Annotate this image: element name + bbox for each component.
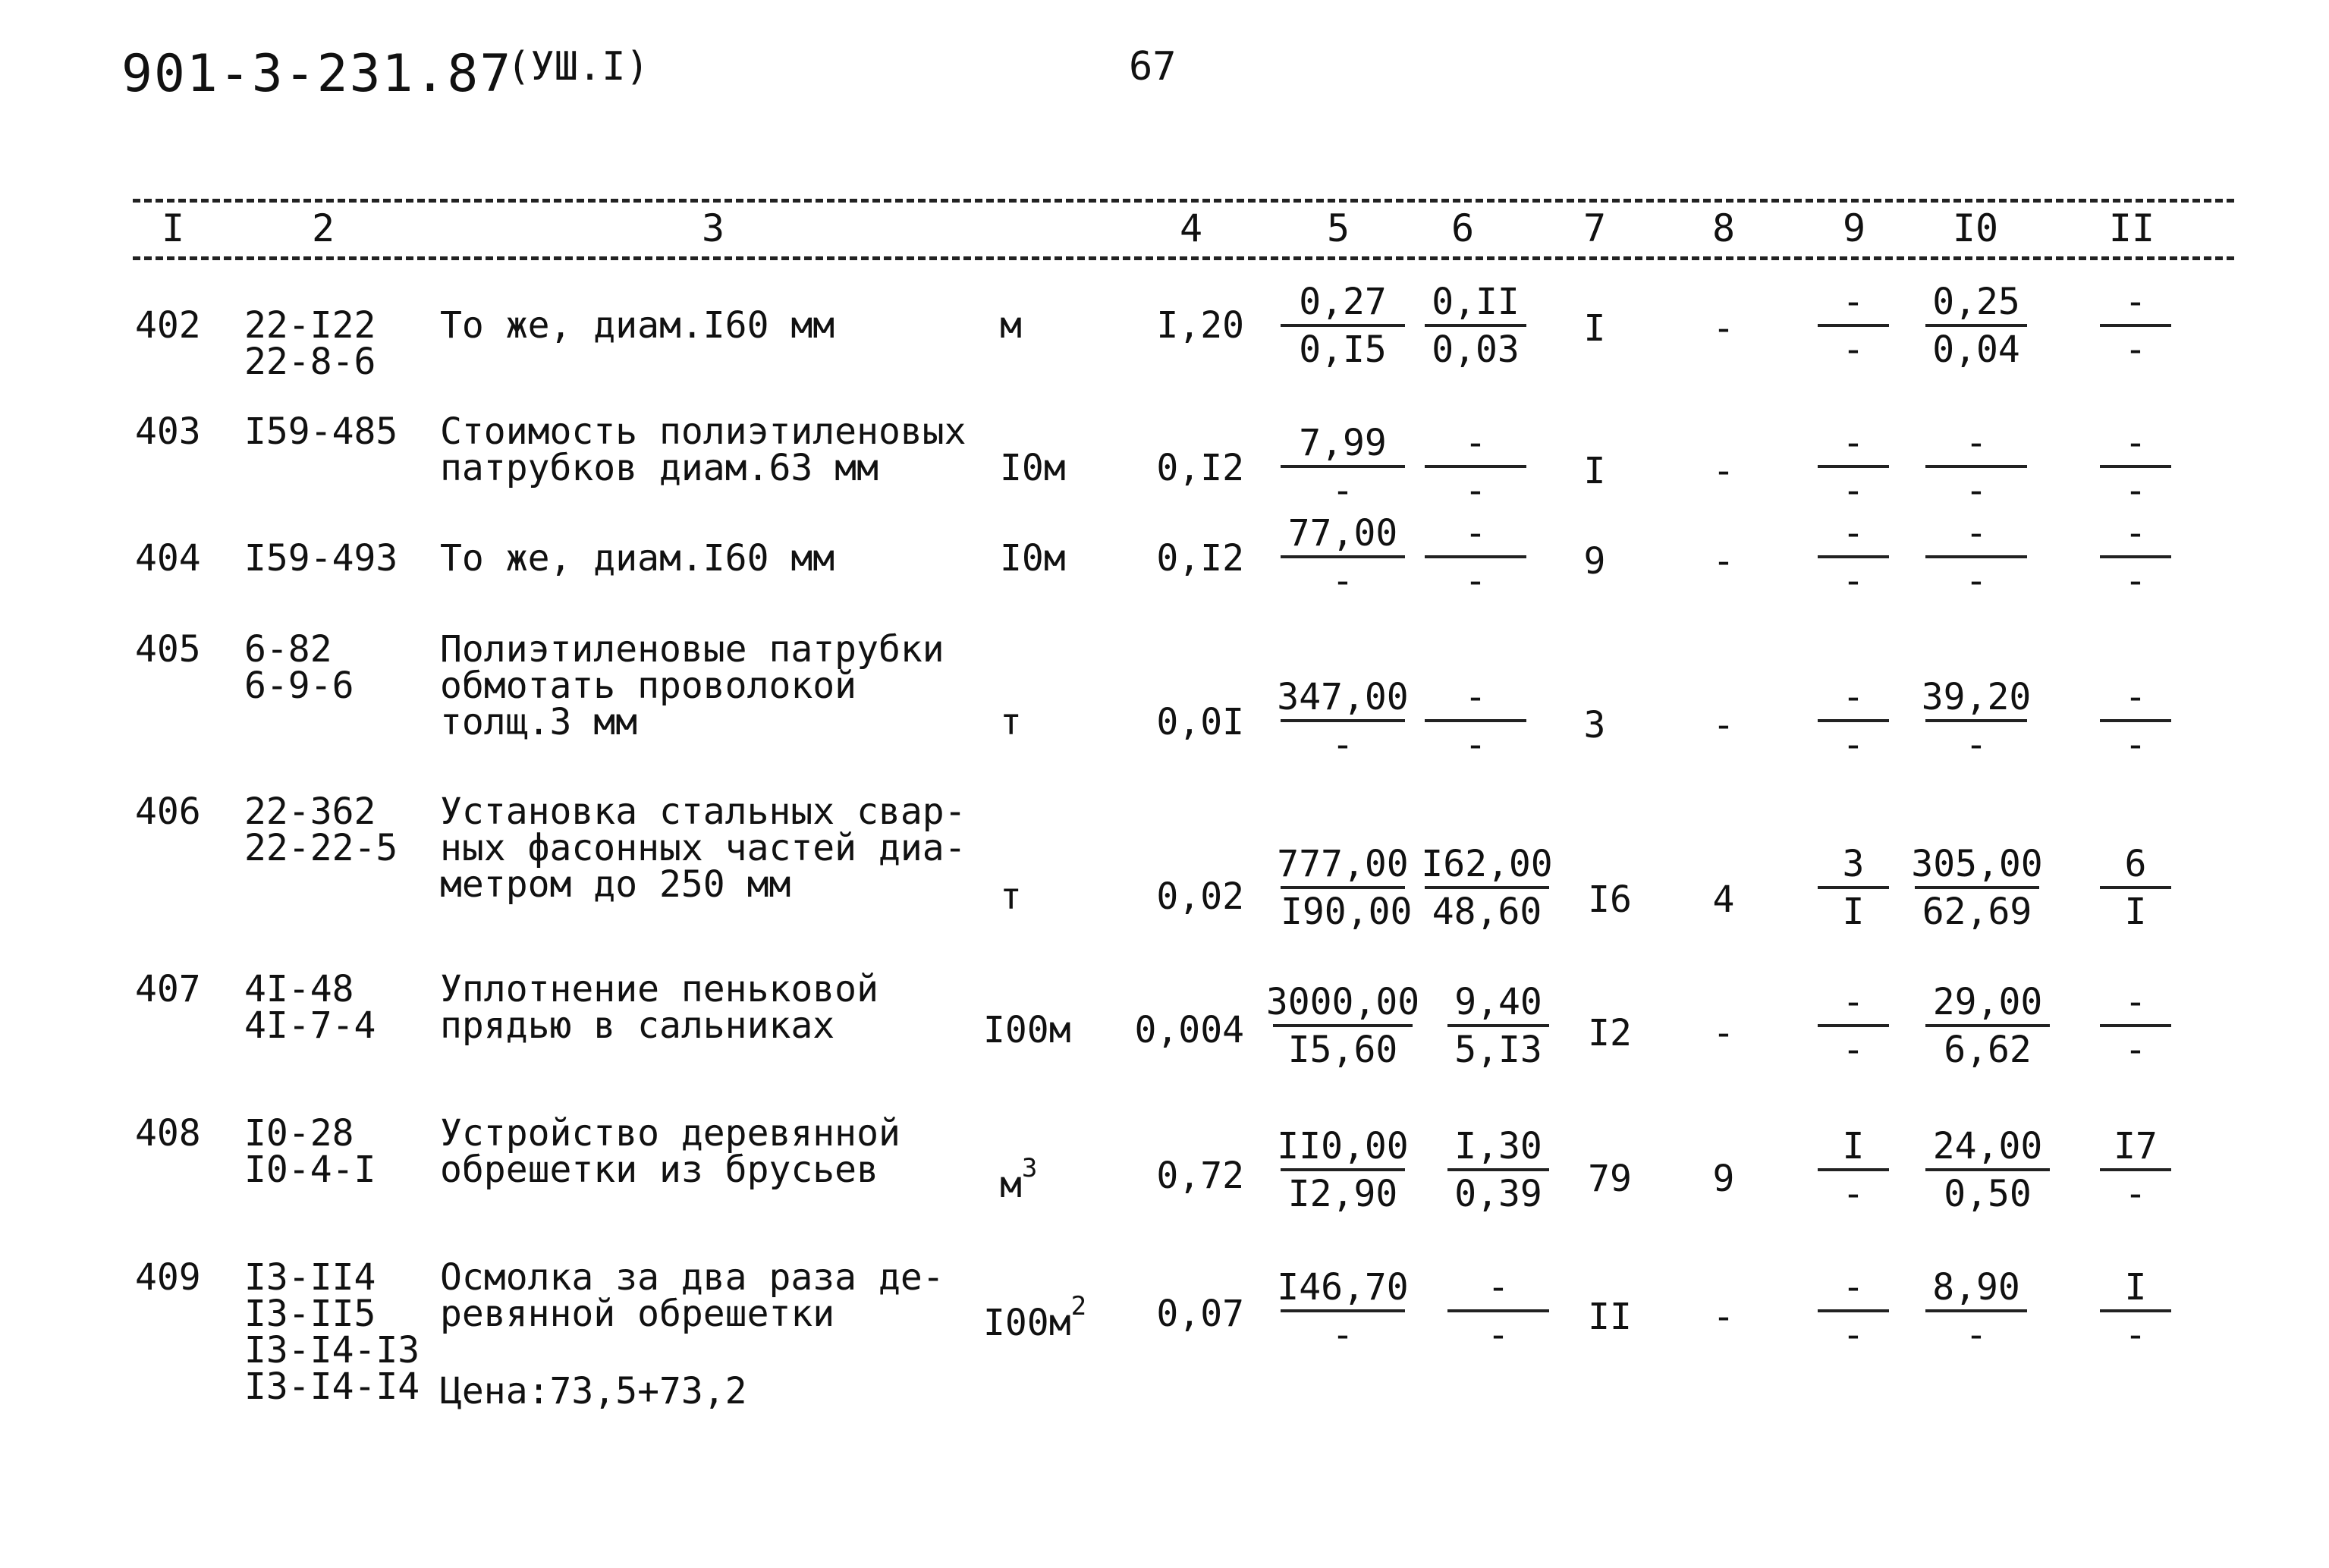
cost-fraction-col5: $\frac{3000,00}{I5,60}$ [1265, 981, 1420, 1071]
column-number-9: 9 [1842, 206, 1866, 250]
column-number-7: 7 [1583, 206, 1607, 250]
header-dashed-line-top [133, 199, 2234, 203]
work-name: метром до 250 мм [440, 863, 791, 906]
col7-value: 79 [1588, 1158, 1632, 1200]
col7-value: 9 [1583, 540, 1606, 583]
column-number-6: 6 [1451, 206, 1475, 250]
cost-fraction-col5: 77,00 - [1267, 513, 1419, 601]
rate-code: 22-22-5 [244, 827, 398, 869]
quantity: 0,07 [1156, 1293, 1244, 1335]
fraction-col10: $\frac{305,00}{62,69}$ [1911, 843, 2043, 933]
column-number-3: 3 [701, 206, 725, 250]
row-number: 408 [135, 1112, 201, 1155]
work-name: Осмолка за два раза де- [440, 1256, 944, 1299]
fraction-col9: I - [1804, 1126, 1903, 1214]
work-name: Уплотнение пеньковой [440, 968, 878, 1010]
column-number-11: II [2108, 206, 2155, 250]
cost-fraction-col6: - - [1411, 423, 1540, 511]
col8-value: 9 [1712, 1158, 1735, 1200]
fraction-col10: $\frac{29,00}{6,62}$ [1912, 982, 2063, 1070]
col8-value: - [1712, 540, 1735, 583]
work-name: Полиэтиленовые патрубки [440, 628, 944, 671]
work-name: патрубков диам.63 мм [440, 447, 878, 489]
fraction-col9: - - [1804, 677, 1903, 765]
work-name: То же, диам.I60 мм [440, 304, 835, 347]
cost-fraction-col6: $\frac{0,II}{0,03}$ [1411, 281, 1540, 369]
row-number: 405 [135, 628, 201, 671]
work-name: Устройство деревянной [440, 1112, 900, 1155]
fraction-col10: $\frac{0,25}{0,04}$ [1912, 281, 2041, 369]
fraction-col9: - - [1804, 982, 1903, 1070]
quantity: I,20 [1156, 304, 1244, 347]
col7-value: I [1583, 307, 1606, 350]
rate-code: I3-I4-I3 [244, 1329, 420, 1372]
col7-value: I [1583, 450, 1606, 492]
quantity: 0,02 [1156, 875, 1244, 918]
row-number: 402 [135, 304, 201, 347]
cost-fraction-col5: $\frac{0,27}{0,I5}$ [1267, 281, 1419, 369]
fraction-col9: - - [1804, 423, 1903, 511]
quantity: 0,0I [1156, 701, 1244, 743]
cost-fraction-col6: - - [1434, 1267, 1563, 1355]
work-name: толщ.3 мм [440, 701, 638, 743]
rate-code: 22-8-6 [244, 341, 376, 383]
fraction-col10: $\frac{24,00}{0,50}$ [1912, 1126, 2063, 1214]
fraction-col9: $\frac{3}{I}$ [1804, 844, 1903, 932]
row-number: 409 [135, 1256, 201, 1299]
rate-code: I3-II5 [244, 1293, 376, 1335]
fraction-col10: - - [1912, 513, 2041, 601]
rate-code: I0-28 [244, 1112, 354, 1155]
rate-code: I3-II4 [244, 1256, 376, 1299]
unit: $м^3$ [1000, 1153, 1038, 1206]
col7-value: I2 [1588, 1012, 1632, 1054]
row-number: 403 [135, 410, 201, 453]
fraction-col11: - - [2086, 423, 2185, 511]
header-dashed-line-bottom [133, 256, 2234, 260]
cost-fraction-col6: - - [1411, 513, 1540, 601]
col8-value: - [1712, 1012, 1735, 1054]
work-name: Стоимость полиэтиленовых [440, 410, 966, 453]
column-number-8: 8 [1711, 206, 1736, 250]
column-number-5: 5 [1326, 206, 1350, 250]
col8-value: - [1712, 307, 1735, 350]
cost-fraction-col5: I46,70 - [1277, 1266, 1409, 1356]
unit: м [1000, 304, 1022, 347]
col8-value: - [1712, 1296, 1735, 1338]
column-number-4: 4 [1179, 206, 1203, 250]
work-name: Установка стальных свар- [440, 790, 966, 833]
fraction-col11: I7 - [2086, 1126, 2185, 1214]
quantity: 0,I2 [1156, 537, 1244, 580]
cost-fraction-col5: $\frac{777,00}{I90,00}$ [1277, 843, 1413, 933]
fraction-col9: - - [1804, 513, 1903, 601]
unit: I0м [1000, 537, 1066, 580]
cost-fraction-col5: 347,00 - [1277, 676, 1409, 766]
work-name: прядью в сальниках [440, 1004, 835, 1047]
work-name: обрешетки из брусьев [440, 1149, 878, 1191]
unit: т [1000, 701, 1022, 743]
quantity: 0,72 [1156, 1155, 1244, 1197]
unit: $I00м^2$ [983, 1291, 1087, 1344]
cost-fraction-col6: $\frac{I,30}{0,39}$ [1434, 1126, 1563, 1214]
row-number: 404 [135, 537, 201, 580]
fraction-col11: I - [2086, 1267, 2185, 1355]
quantity: 0,I2 [1156, 447, 1244, 489]
cost-fraction-col5: $\frac{II0,00}{I2,90}$ [1277, 1125, 1409, 1215]
row-number: 406 [135, 790, 201, 833]
col7-value: I6 [1588, 878, 1632, 921]
unit: I0м [1000, 447, 1066, 489]
price-note: Цена:73,5+73,2 [440, 1370, 747, 1412]
rate-code: 6-82 [244, 628, 332, 671]
col8-value: - [1712, 450, 1735, 492]
row-number: 407 [135, 968, 201, 1010]
work-name: обмотать проволокой [440, 665, 857, 707]
rate-code: I59-493 [244, 537, 398, 580]
col8-value: - [1712, 704, 1735, 746]
fraction-col11: - - [2086, 982, 2185, 1070]
fraction-col9: - - [1804, 1267, 1903, 1355]
fraction-col11: $\frac{6}{I}$ [2086, 844, 2185, 932]
fraction-col11: - - [2086, 513, 2185, 601]
column-number-10: I0 [1952, 206, 1999, 250]
rate-code: 22-I22 [244, 304, 376, 347]
fraction-col11: - - [2086, 677, 2185, 765]
cost-fraction-col6: $\frac{9,40}{5,I3}$ [1434, 982, 1563, 1070]
unit: I00м [983, 1009, 1071, 1051]
page-number: 67 [1129, 44, 1177, 90]
rate-code: 4I-48 [244, 968, 354, 1010]
cost-fraction-col6: - - [1411, 677, 1540, 765]
fraction-col9: - - [1804, 281, 1903, 369]
rate-code: I59-485 [244, 410, 398, 453]
fraction-col10: 39,20 - [1921, 676, 2032, 766]
fraction-col10: 8,90 - [1912, 1267, 2041, 1355]
rate-code: 6-9-6 [244, 665, 354, 707]
rate-code: 22-362 [244, 790, 376, 833]
cost-fraction-col5: 7,99 - [1267, 423, 1419, 511]
rate-code: 4I-7-4 [244, 1004, 376, 1047]
sheet-label: (УШ.I) [507, 44, 649, 90]
col8-value: 4 [1712, 878, 1735, 921]
rate-code: I0-4-I [244, 1149, 376, 1191]
rate-code: I3-I4-I4 [244, 1365, 420, 1408]
work-name: ных фасонных частей диа- [440, 827, 966, 869]
col7-value: 3 [1583, 704, 1606, 746]
col7-value: II [1588, 1296, 1632, 1338]
work-name: То же, диам.I60 мм [440, 537, 835, 580]
fraction-col11: - - [2086, 281, 2185, 369]
quantity: 0,004 [1134, 1009, 1244, 1051]
work-name: ревянной обрешетки [440, 1293, 835, 1335]
document-code: 901-3-231.87 [121, 44, 513, 104]
unit: т [1000, 875, 1022, 918]
column-number-2: 2 [311, 206, 335, 250]
cost-fraction-col6: $\frac{I62,00}{48,60}$ [1421, 843, 1553, 933]
column-number-1: I [161, 206, 185, 250]
fraction-col10: - - [1912, 423, 2041, 511]
